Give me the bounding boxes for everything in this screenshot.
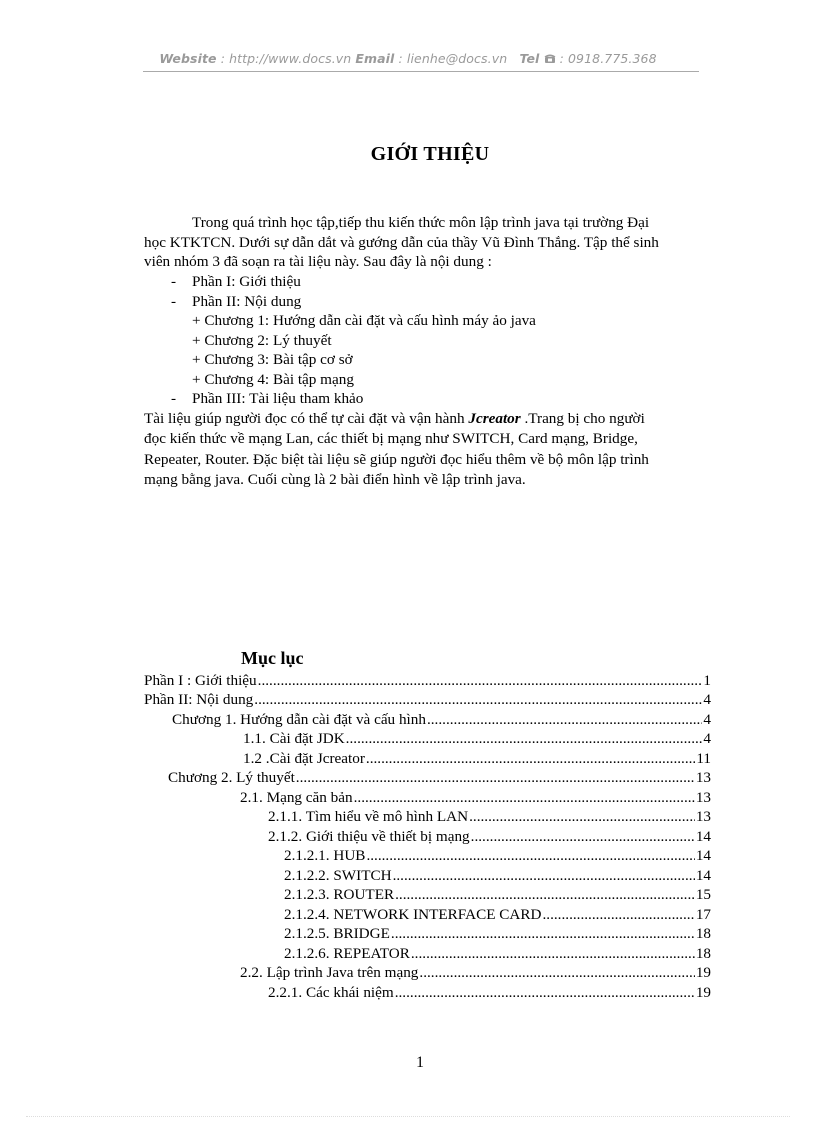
toc-entry[interactable]: 2.1.1. Tìm hiểu về mô hình LAN ..... 13	[268, 808, 711, 828]
phone-icon	[544, 52, 556, 67]
toc-page: 19	[695, 984, 711, 1001]
outline-item: Phần II: Nội dung	[192, 293, 302, 310]
toc-entry[interactable]: Phần II: Nội dung ..... 4	[144, 691, 711, 711]
toc-page: 15	[695, 886, 711, 903]
outline-subitem: + Chương 4: Bài tập mạng	[192, 371, 354, 388]
toc-entry[interactable]: 2.1.2.5. BRIDGE ..... 18	[284, 925, 711, 945]
toc-page: 13	[695, 769, 711, 786]
intro-line: viên nhóm 3 đã soạn ra tài liệu này. Sau đây là nội dung :	[144, 253, 492, 270]
toc-entry[interactable]: 1.1. Cài đặt JDK ..... 4	[243, 730, 711, 750]
toc-page: 17	[695, 906, 711, 923]
toc-page: 13	[695, 789, 711, 806]
closing-line: mạng bằng java. Cuối cùng là 2 bài điển hình về lập trình java.	[144, 471, 526, 488]
outline-item: Phần III: Tài liệu tham khảo	[192, 390, 364, 407]
toc-entry[interactable]: 2.1.2.2. SWITCH ..... 14	[284, 867, 711, 887]
toc-page: 14	[695, 828, 711, 845]
page-header	[0, 51, 816, 67]
tel-label: Tel	[519, 51, 540, 66]
email-value: : lienhe@docs.vn	[394, 51, 512, 66]
outline-subitem: + Chương 2: Lý thuyết	[192, 332, 332, 349]
toc-page: 19	[695, 964, 711, 981]
toc-page: 4	[703, 711, 711, 728]
closing-line: Repeater, Router. Đặc biệt tài liệu sẽ giúp người đọc hiểu thêm về bộ môn lập trình	[144, 451, 649, 468]
toc-entry[interactable]: 2.1.2.4. NETWORK INTERFACE CARD ..... 17	[284, 906, 711, 926]
bullet-dash: -	[171, 273, 177, 290]
toc-page: 4	[703, 730, 711, 747]
outline-subitem: + Chương 3: Bài tập cơ sở	[192, 351, 353, 368]
toc-page: 18	[695, 945, 711, 962]
toc-page: 13	[695, 808, 711, 825]
toc-entry[interactable]: Chương 2. Lý thuyết ..... 13	[168, 769, 711, 789]
outline-item: Phần I: Giới thiệu	[192, 273, 301, 290]
toc-page: 18	[695, 925, 711, 942]
toc-entry[interactable]: 2.1.2. Giới thiệu về thiết bị mạng ..... 14	[268, 828, 711, 848]
toc-page: 14	[695, 867, 711, 884]
intro-line: học KTKTCN. Dưới sự dẫn dắt và gướng dẫn của thầy Vũ Đình Thắng. Tập thể sinh	[144, 234, 659, 251]
bullet-dash: -	[171, 293, 177, 310]
toc-entry[interactable]: Chương 1. Hướng dẫn cài đặt và cấu hình ..... 4	[172, 711, 711, 731]
email-label: Email	[355, 51, 395, 66]
toc-entry[interactable]: 2.1.2.1. HUB ..... 14	[284, 847, 711, 867]
toc-entry[interactable]: 2.1.2.6. REPEATOR ..... 18	[284, 945, 711, 965]
page-number: 1	[416, 1054, 424, 1071]
toc-entry[interactable]: 2.1. Mạng căn bản ..... 13	[240, 789, 711, 809]
header-divider	[143, 71, 699, 72]
toc-entry[interactable]: 2.1.2.3. ROUTER ..... 15	[284, 886, 711, 906]
intro-line: Trong quá trình học tập,tiếp thu kiến thức môn lập trình java tại trường Đại	[192, 214, 650, 231]
tel-value: : 0918.775.368	[555, 51, 657, 66]
website-label: Website	[159, 51, 217, 66]
toc-page: 1	[703, 672, 711, 689]
page-title: GIỚI THIỆU	[370, 143, 490, 165]
page-bottom-edge	[26, 1116, 790, 1117]
toc-page: 4	[703, 691, 711, 708]
closing-line: đọc kiến thức về mạng Lan, các thiết bị mạng như SWITCH, Card mạng, Bridge,	[144, 430, 638, 447]
toc-entry[interactable]: 2.2. Lập trình Java trên mạng ..... 19	[240, 964, 711, 984]
toc-entry[interactable]: 2.2.1. Các khái niệm ..... 19	[268, 984, 711, 1004]
outline-subitem: + Chương 1: Hướng dẫn cài đặt và cấu hình máy ảo java	[192, 312, 536, 329]
jcreator-emphasis: Jcreator	[468, 410, 521, 427]
toc-entry[interactable]: 1.2 .Cài đặt Jcreator ..... 11	[243, 750, 711, 770]
website-value: : http://www.docs.vn	[216, 51, 356, 66]
closing-line: Tài liệu giúp người đọc có thể tự cài đặt và vận hành Jcreator .Trang bị cho người	[144, 410, 645, 427]
toc-entry[interactable]: Phần I : Giới thiệu ..... 1	[144, 672, 711, 692]
toc-title: Mục lục	[241, 648, 304, 668]
toc-page: 11	[696, 750, 711, 767]
bullet-dash: -	[171, 390, 177, 407]
toc-page: 14	[695, 847, 711, 864]
